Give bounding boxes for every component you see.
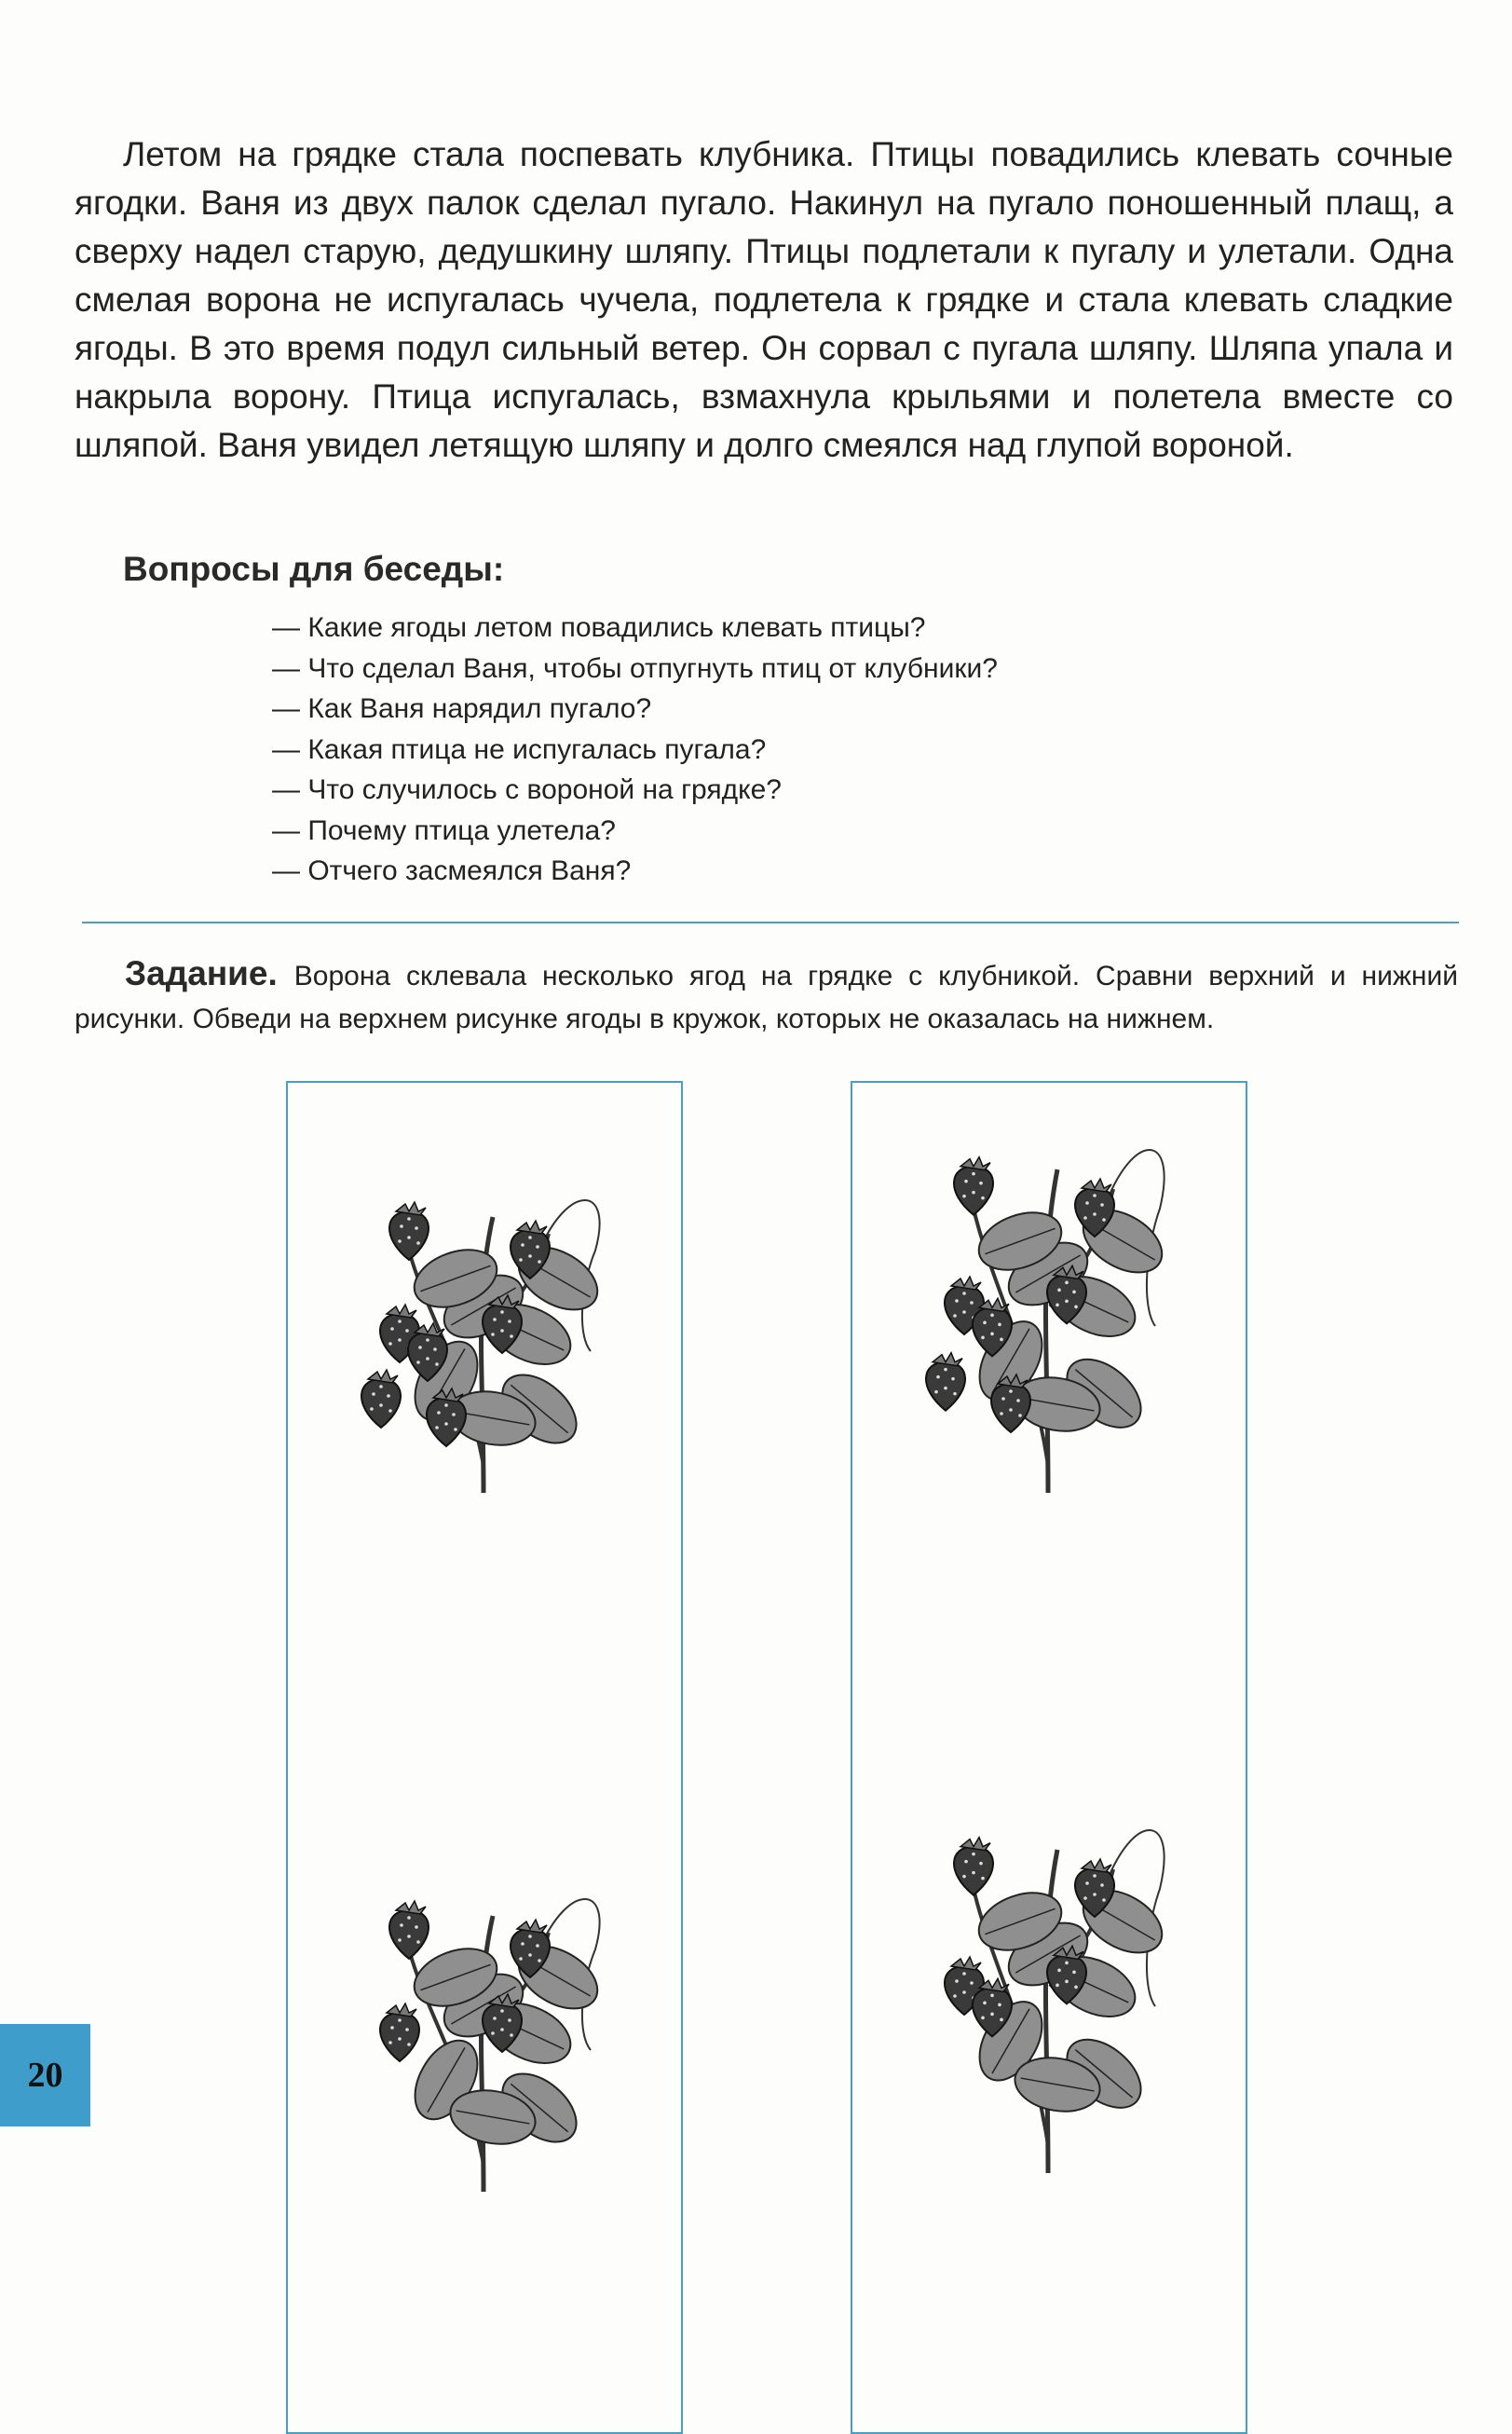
question-item: — Какая птица не испугалась пугала? [272,730,998,771]
illustration-panel-right [851,1081,1247,2434]
strawberry-plant-top-right [908,1111,1188,1502]
question-item: — Что случилось с вороной на грядке? [272,770,998,811]
task-paragraph [75,952,1458,1041]
question-item: — Какие ягоды летом повадились клевать птицы? [272,608,998,649]
strawberry [389,1901,429,1959]
section-divider [82,922,1459,923]
questions-heading: Вопросы для беседы: [123,550,505,588]
task-text: Ворона склевала несколько ягод на грядке с клубникой. Сравни верхний и нижний рисунки. Обведи на верхнем рисунке ягоды в кружок, которых не оказалась на нижнем. [75,961,1458,1034]
story-text: Летом на грядке стала поспевать клубника. Птицы повадились клевать сочные ягодки. Ваня из двух палок сделал пугало. Накинул на пугало поношенный плащ, а сверху надел старую, дедушкину шляпу. Птицы подлетали к пугалу и улетали. Одна смелая ворона не испугалась чучела, подлетела к грядке и стала клевать сладкие ягоды. В это время подул сильный ветер. Он сорвал с пугала шляпу. Шляпа упала и накрыла ворону. Птица испугалась, взмахнула крыльями и полетела вместе со шляпой. Ваня увидел летящую шляпу и долго смеялся над глупой вороной. [75,135,1453,464]
question-item: — Что сделал Ваня, чтобы отпугнуть птиц от клубники? [272,649,998,690]
strawberry-plant-bottom-left [344,1866,623,2201]
question-item: — Почему птица улетела? [272,811,998,852]
strawberry [361,1370,401,1428]
illustration-panel-left [286,1081,683,2434]
strawberry-plant-top-left [344,1167,623,1502]
strawberry [389,1202,429,1260]
strawberry-plant-bottom-right [908,1791,1188,2182]
task-label: Задание. [125,954,278,992]
question-item: — Отчего засмеялся Ваня? [272,851,998,892]
page-number-badge: 20 [0,2024,90,2126]
strawberry [954,1838,993,1895]
questions-list [272,608,998,892]
strawberry [954,1157,993,1215]
strawberry [380,2003,419,2061]
strawberry [926,1353,965,1411]
question-item: — Как Ваня нарядил пугало? [272,689,998,730]
